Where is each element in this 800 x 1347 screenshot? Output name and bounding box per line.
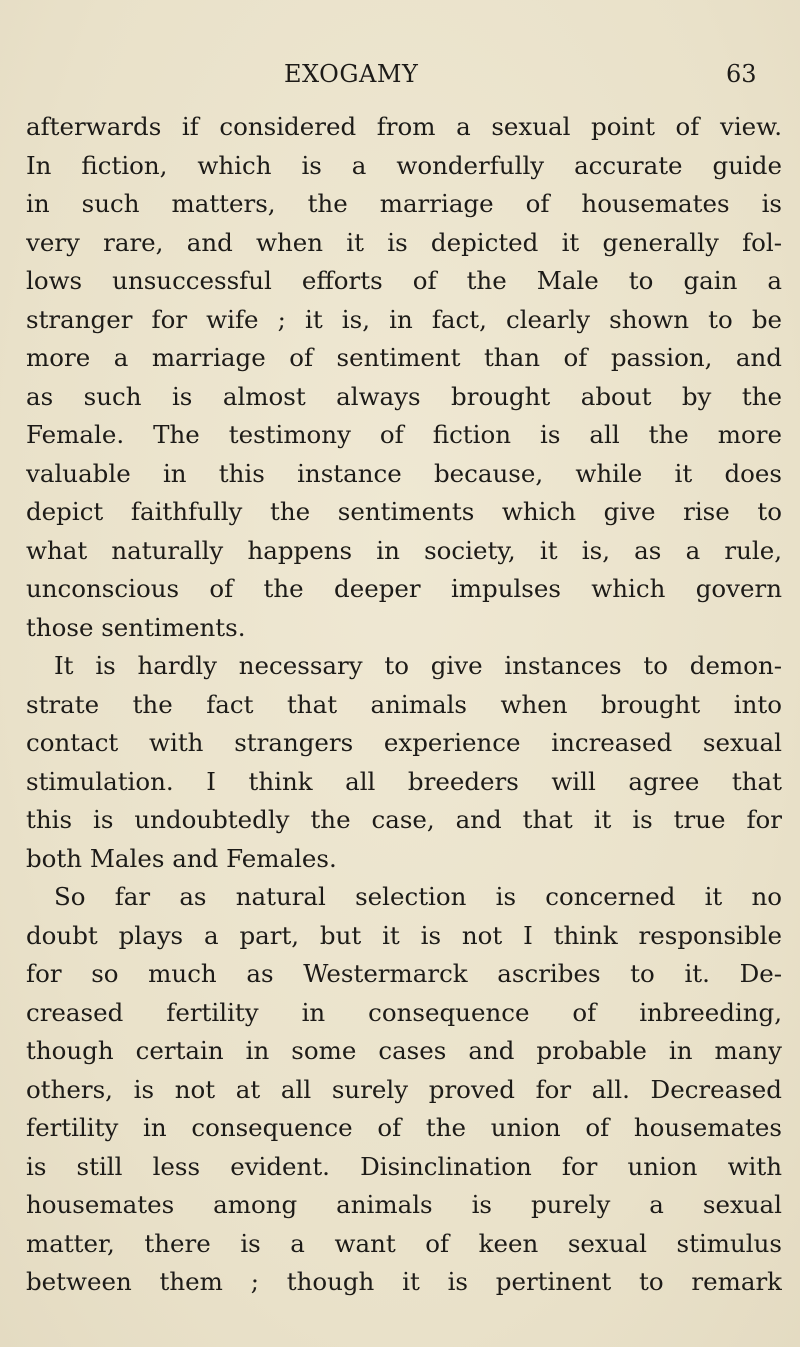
text-line: both Males and Females. <box>26 843 337 873</box>
text-line: in such matters, the marriage of housemates is <box>26 189 782 218</box>
text-line: housemates among animals is purely a sexual <box>26 1190 782 1219</box>
text-line: doubt plays a part, but it is not I think responsible <box>26 920 782 950</box>
text-line: though certain in some cases and probable in many <box>26 1036 782 1065</box>
text-line: as such is almost always brought about by the <box>26 381 782 411</box>
text-line: creased fertility in consequence of inbreeding, <box>26 997 782 1027</box>
text-line: between them ; though it is pertinent to remark <box>26 1267 782 1296</box>
text-line: very rare, and when it is depicted it generally fol- <box>26 227 782 257</box>
text-line: others, is not at all surely proved for all. Decreased <box>26 1074 782 1104</box>
text-line: It is hardly necessary to give instances to demon- <box>54 651 782 680</box>
text-line: more a marriage of sentiment than of passion, and <box>26 343 782 372</box>
text-line: fertility in consequence of the union of housemates <box>26 1113 782 1142</box>
running-head <box>0 60 800 94</box>
text-line: is still less evident. Disinclination for union with <box>26 1151 782 1181</box>
body-text <box>26 108 782 1302</box>
text-line: those sentiments. <box>26 612 246 642</box>
text-line: So far as natural selection is concerned it no <box>54 882 782 911</box>
text-line: for so much as Westermarck ascribes to it. De- <box>26 959 782 988</box>
text-line: unconscious of the deeper impulses which govern <box>26 574 782 603</box>
text-line: afterwards if considered from a sexual point of view. <box>26 112 782 141</box>
page-number: 63 <box>726 60 757 88</box>
text-line: valuable in this instance because, while it does <box>26 458 782 488</box>
text-line: this is undoubtedly the case, and that it is true for <box>26 805 782 834</box>
text-line: depict faithfully the sentiments which give rise to <box>26 497 782 526</box>
text-line: lows unsuccessful efforts of the Male to gain a <box>26 266 782 295</box>
text-line: what naturally happens in society, it is, as a rule, <box>26 535 782 565</box>
chapter-title: EXOGAMY <box>284 60 419 88</box>
text-line: Female. The testimony of fiction is all the more <box>26 420 782 449</box>
text-line: stimulation. I think all breeders will agree that <box>26 766 782 796</box>
text-line: strate the fact that animals when brought into <box>26 689 782 719</box>
text-line: contact with strangers experience increased sexual <box>26 728 782 757</box>
text-line: In fiction, which is a wonderfully accurate guide <box>26 150 782 180</box>
text-line: stranger for wife ; it is, in fact, clearly shown to be <box>26 304 782 334</box>
text-line: matter, there is a want of keen sexual stimulus <box>26 1228 782 1258</box>
